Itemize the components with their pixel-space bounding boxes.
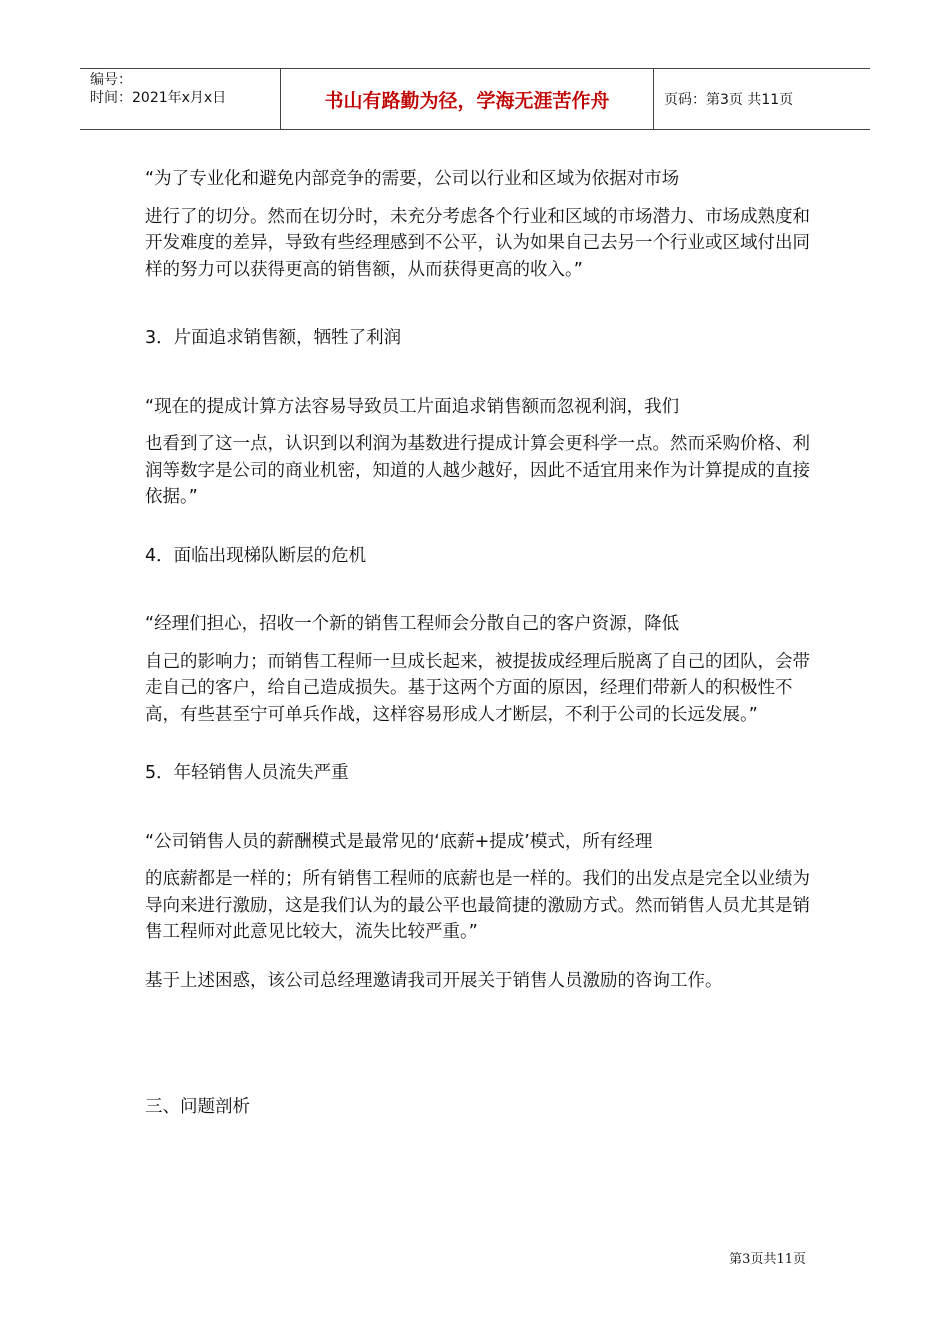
heading-5: 5．年轻销售人员流失严重 <box>145 763 349 783</box>
quote-3-body: 也看到了这一点，认识到以利润为基数进行提成计算会更科学一点。然而采购价格、利润等数字是公司的商业机密，知道的人越少越好，因此不适宜用来作为计算提成的直接依据。” <box>145 434 810 507</box>
quote-4-first-line: “经理们担心，招收一个新的销售工程师会分散自己的客户资源，降低 <box>145 614 680 634</box>
heading-3: 3．片面追求销售额，牺牲了利润 <box>145 328 402 348</box>
document-body <box>145 166 810 1121</box>
quote-5-body: 的底薪都是一样的；所有销售工程师的底薪也是一样的。我们的出发点是完全以业绩为导向来进行激励，这是我们认为的最公平也最简捷的激励方式。然而销售人员尤其是销售工程师对此意见比较大，流失比较严重。” <box>145 869 810 942</box>
quote-4-body: 自己的影响力；而销售工程师一旦成长起来，被提拔成经理后脱离了自己的团队，会带走自己的客户，给自己造成损失。基于这两个方面的原因，经理们带新人的积极性不高，有些甚至宁可单兵作战，这样容易形成人才断层，不利于公司的长远发展。” <box>145 651 810 725</box>
quote-2-first-line: “为了专业化和避免内部竞争的需要，公司以行业和区域为依据对市场 <box>145 169 680 189</box>
heading-4: 4．面临出现梯队断层的危机 <box>145 545 367 566</box>
quote-2-body: 进行了的切分。然而在切分时，未充分考虑各个行业和区域的市场潜力、市场成熟度和开发难度的差异，导致有些经理感到不公平，认为如果自己去另一个行业或区域付出同样的努力可以获得更高的销售额，从而获得更高的收入。” <box>145 206 810 280</box>
quote-5-first-line: “公司销售人员的薪酬模式是最常见的‘底薪+提成’模式，所有经理 <box>145 831 653 852</box>
conclusion-paragraph: 基于上述困惑，该公司总经理邀请我司开展关于销售人员激励的咨询工作。 <box>145 970 723 991</box>
time-label: 时间：2021年x月x日 <box>90 90 227 106</box>
header-motto: 书山有路勤为径，学海无涯苦作舟 <box>280 69 654 129</box>
header-meta <box>80 69 280 129</box>
header-page-info: 页码：第3页 共11页 <box>664 92 794 108</box>
page-header <box>80 68 870 130</box>
number-label: 编号： <box>90 72 132 88</box>
section-3-title: 三、问题剖析 <box>145 1097 250 1117</box>
quote-3-first-line: “现在的提成计算方法容易导致员工片面追求销售额而忽视利润，我们 <box>145 396 680 417</box>
page-footer: 第3页共11页 <box>729 1252 806 1267</box>
